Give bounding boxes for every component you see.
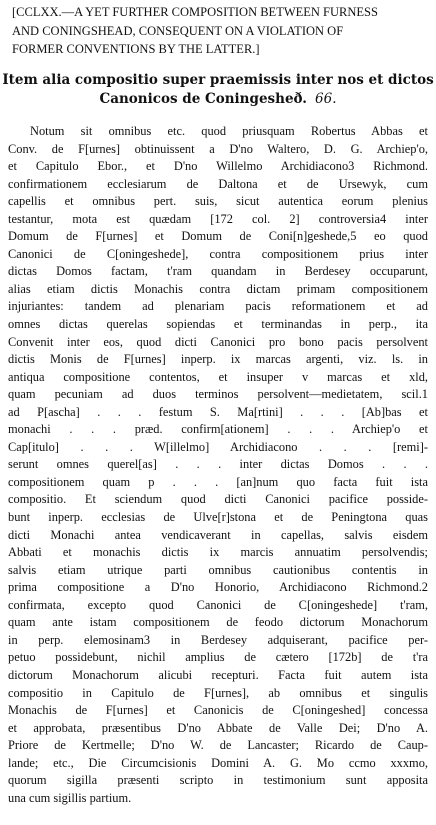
- text-line: injuriantes: tandem ad plenariam pacis reformationem et ad: [8, 299, 428, 314]
- charter-text: [8, 123, 428, 807]
- text-line: dicti Monachi antea vendicaverant in capellas, salvis eisdem: [8, 527, 428, 542]
- text-line: dictas Domos factam, t'ram quandam in Berdesey occuparunt,: [8, 264, 428, 279]
- text-line: dictis Monis de F[urnes] inperp. ix marcas argenti, viz. ls. in: [8, 352, 428, 367]
- rubric-line-2: [0, 90, 436, 109]
- text-line: compositionem quam p . . . [an]num quo facta fuit ista: [8, 474, 428, 489]
- text-line: monachi . . . præd. confirm[ationem] . . . Archiep'o et: [8, 422, 428, 437]
- text-line: Priore de Kertmelle; D'no W. de Lancaster; Ricardo de Caup-: [8, 738, 428, 753]
- text-line: serunt omnes querel[as] . . . inter dictas Domos . . .: [8, 457, 428, 472]
- text-line: ad P[ascha] . . . festum S. Ma[rtini] . . . [Ab]bas et: [8, 404, 428, 419]
- text-line: antiqua compositione contentos, et insuper v marcas et xld,: [8, 369, 428, 384]
- text-line: Canonici de C[oningeshede], contra compositionem prius inter: [8, 246, 428, 261]
- text-line: compositio in Capitulo de F[urnes], ab omnibus et singulis: [8, 685, 428, 700]
- text-line: alias etiam dictis Monachis contra dictam primam compositionem: [8, 281, 428, 296]
- chapter-heading: [12, 3, 428, 59]
- text-line: salvis etiam utrique parti omnibus cautionibus contentis in: [8, 562, 428, 577]
- text-line: lande; etc., Die Circumcisionis Domini A. G. Mo ccmo xxxmo,: [8, 755, 428, 770]
- rubric-title: [0, 71, 436, 109]
- text-line: capellis et omnibus pert. suis, sicut autentica eorum plenius: [8, 194, 428, 209]
- rubric-line: Item alia compositio super praemissis inter nos et dictos: [2, 72, 434, 88]
- text-line: quorum sigilla præsenti scripto in testimonium sunt apposita: [8, 773, 428, 788]
- text-line: confirmationem ecclesiarum de Daltona et de Ursewyk, cum: [8, 176, 428, 191]
- text-line: dictorum Monachorum alicubi recepturi. Facta fuit autem ista: [8, 667, 428, 682]
- text-line: testantur, mota est quædam [172 col. 2] controversia4 inter: [8, 211, 428, 226]
- text-line: omnes dictas querelas sopiendas et terminandas in perp., ita: [8, 317, 428, 332]
- text-line: Abbati et monachis dictis ix marcis annuatim persolvendis;: [8, 545, 428, 560]
- heading-line: [CCLXX.—A YET FURTHER COMPOSITION BETWEEN FURNESS: [12, 5, 378, 19]
- charter-number: 66.: [315, 91, 337, 107]
- text-line: in perp. elemosinam3 in Berdesey adquiserant, pacifice per-: [8, 632, 428, 647]
- text-line: prima compositione a D'no Honorio, Archidiacono Richmond.2: [8, 580, 428, 595]
- text-line: Monachis de F[urnes] et Canonicis de C[oningeshed] concessa: [8, 703, 428, 718]
- text-line: una cum sigillis partium.: [8, 790, 132, 805]
- text-line: et approbata, præsentibus D'no Abbate de Valle Dei; D'no A.: [8, 720, 428, 735]
- text-line: compositio. Et sciendum quod dicti Canonici pacifice posside-: [8, 492, 428, 507]
- text-line: bunt inperp. ecclesias de Ulve[r]stona et de Peningtona quas: [8, 510, 428, 525]
- text-line: petuo possidebunt, nichil amplius de cætero [172b] de t'ra: [8, 650, 428, 665]
- text-line: Convenit inter eos, quod dicti Canonici pro bono pacis persolvent: [8, 334, 428, 349]
- text-line: quam ante istam compositionem de feodo dictorum Monachorum: [8, 615, 428, 630]
- text-line: confirmata, excepto quod Canonici de C[oningeshede] t'ram,: [8, 597, 428, 612]
- text-line: Domum de F[urnes] et Domum de Coni[n]geshede,5 eo quod: [8, 229, 428, 244]
- rubric-line-text: Canonicos de Coningesheð.: [99, 91, 308, 107]
- text-line: Conv. de F[urnes] obtinuissent a D'no Waltero, D. G. Archiep'o,: [8, 141, 428, 156]
- heading-line: FORMER CONVENTIONS BY THE LATTER.]: [12, 42, 260, 56]
- text-line: Cap[itulo] . . . W[illelmo] Archidiacono . . . [remi]-: [8, 439, 428, 454]
- text-line: et Capitulo Ebor., et D'no Willelmo Archidiacono3 Richmond.: [8, 159, 428, 174]
- heading-line: AND CONINGSHEAD, CONSEQUENT ON A VIOLATION OF: [12, 23, 344, 38]
- text-line: Notum sit omnibus etc. quod priusquam Robertus Abbas et: [30, 124, 428, 138]
- text-line: quam pecuniam ad duos terminos persolvent—medietatem, scil.1: [8, 387, 428, 402]
